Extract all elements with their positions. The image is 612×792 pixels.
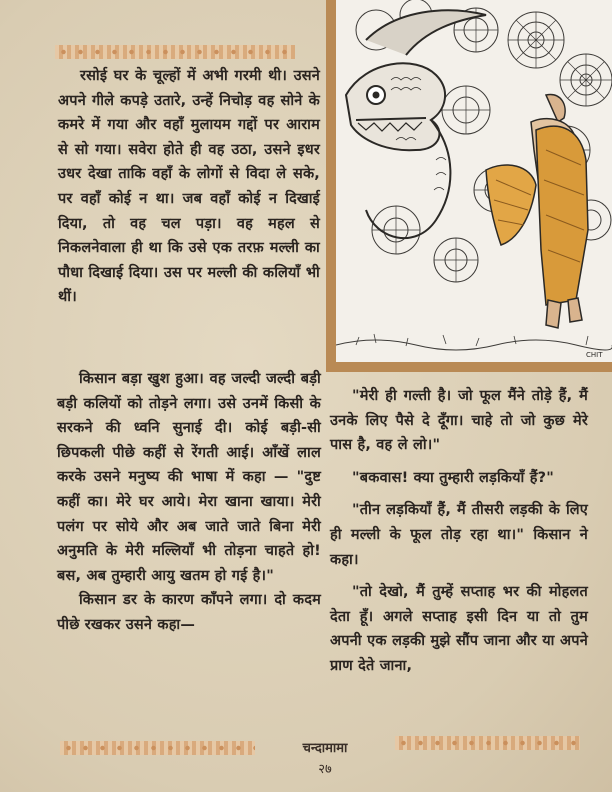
story-paragraph: किसान बड़ा खुश हुआ। वह जल्दी जल्दी बड़ी बड़ी कलियों को तोड़ने लगा। उसे उनमें किसी के सरकने की ध्वनि सुनाई दी। कोई बड़ी-सी छिपकली पीछे कहीं से रेंगती आई। आँखें लाल करके उसने मनुष्य की भाषा में कहा — "दुष्ट कहीं का। मेरे घर आये। मेरा खाना खाया। मेरी पलंग पर सोये और अब जाते जाते बिना मेरी अनुमति के मेरी मल्लियाँ भी तोड़ना चाहते हो! बस, अब तुम्हारी आयु खतम हो गई है।"	[57, 371, 321, 584]
story-paragraph: "तो देखो, मैं तुम्हें सप्ताह भर की मोहलत देता हूँ। अगले सप्ताह इसी दिन या तो तुम अपनी एक लड़की मुझे सौंप जाना और या अपने प्राण देते जाना,	[330, 584, 588, 674]
story-paragraph: किसान डर के कारण काँपने लगा। दो कदम पीछे रखकर उसने कहा—	[57, 592, 321, 633]
story-text-column-right	[330, 384, 588, 687]
story-text-column-left-top	[58, 64, 320, 310]
page-number: २७	[318, 762, 332, 777]
decorative-border-bottom-right	[395, 736, 580, 750]
decorative-border-bottom-left	[60, 741, 255, 755]
story-text-column-left-bottom	[57, 367, 321, 638]
magazine-title: चन्दामामा	[302, 741, 348, 756]
story-paragraph: "मेरी ही गल्ती है। जो फूल मैंने तोड़े हैं, मैं उनके लिए पैसे दे दूँगा। चाहे तो जो कुछ मेरे पास है, वह ले लो।"	[330, 388, 588, 454]
decorative-border-top	[55, 45, 295, 59]
story-paragraph: "तीन लड़कियाँ हैं, मैं तीसरी लड़की के लिए ही मल्ली के फूल तोड़ रहा था।" किसान ने कहा।	[330, 502, 588, 568]
story-illustration	[326, 0, 612, 372]
lizard-and-farmer-drawing	[336, 0, 612, 362]
artist-signature: CHIT	[586, 351, 603, 359]
story-paragraph: रसोई घर के चूल्हों में अभी गरमी थी। उसने अपने गीले कपड़े उतारे, उन्हें निचोड़ वह सोने के कमरे में गया और वहाँ मुलायम गद्दों पर आराम से सो गया। सवेरा होते ही वह उठा, उसने इधर उधर देखा ताकि वहाँ के लोगों से विदा ले सके, पर वहाँ कोई न था। जब वहाँ कोई न दिखाई दिया, तो वह चल पड़ा। वह महल से निकलनेवाला ही था कि उसे एक तरफ़ मल्ली का पौधा दिखाई दिया। उस पर मल्ली की कलियाँ भी थीं।	[58, 68, 320, 306]
story-paragraph: "बकवास! क्या तुम्हारी लड़कियाँ हैं?"	[352, 469, 555, 486]
